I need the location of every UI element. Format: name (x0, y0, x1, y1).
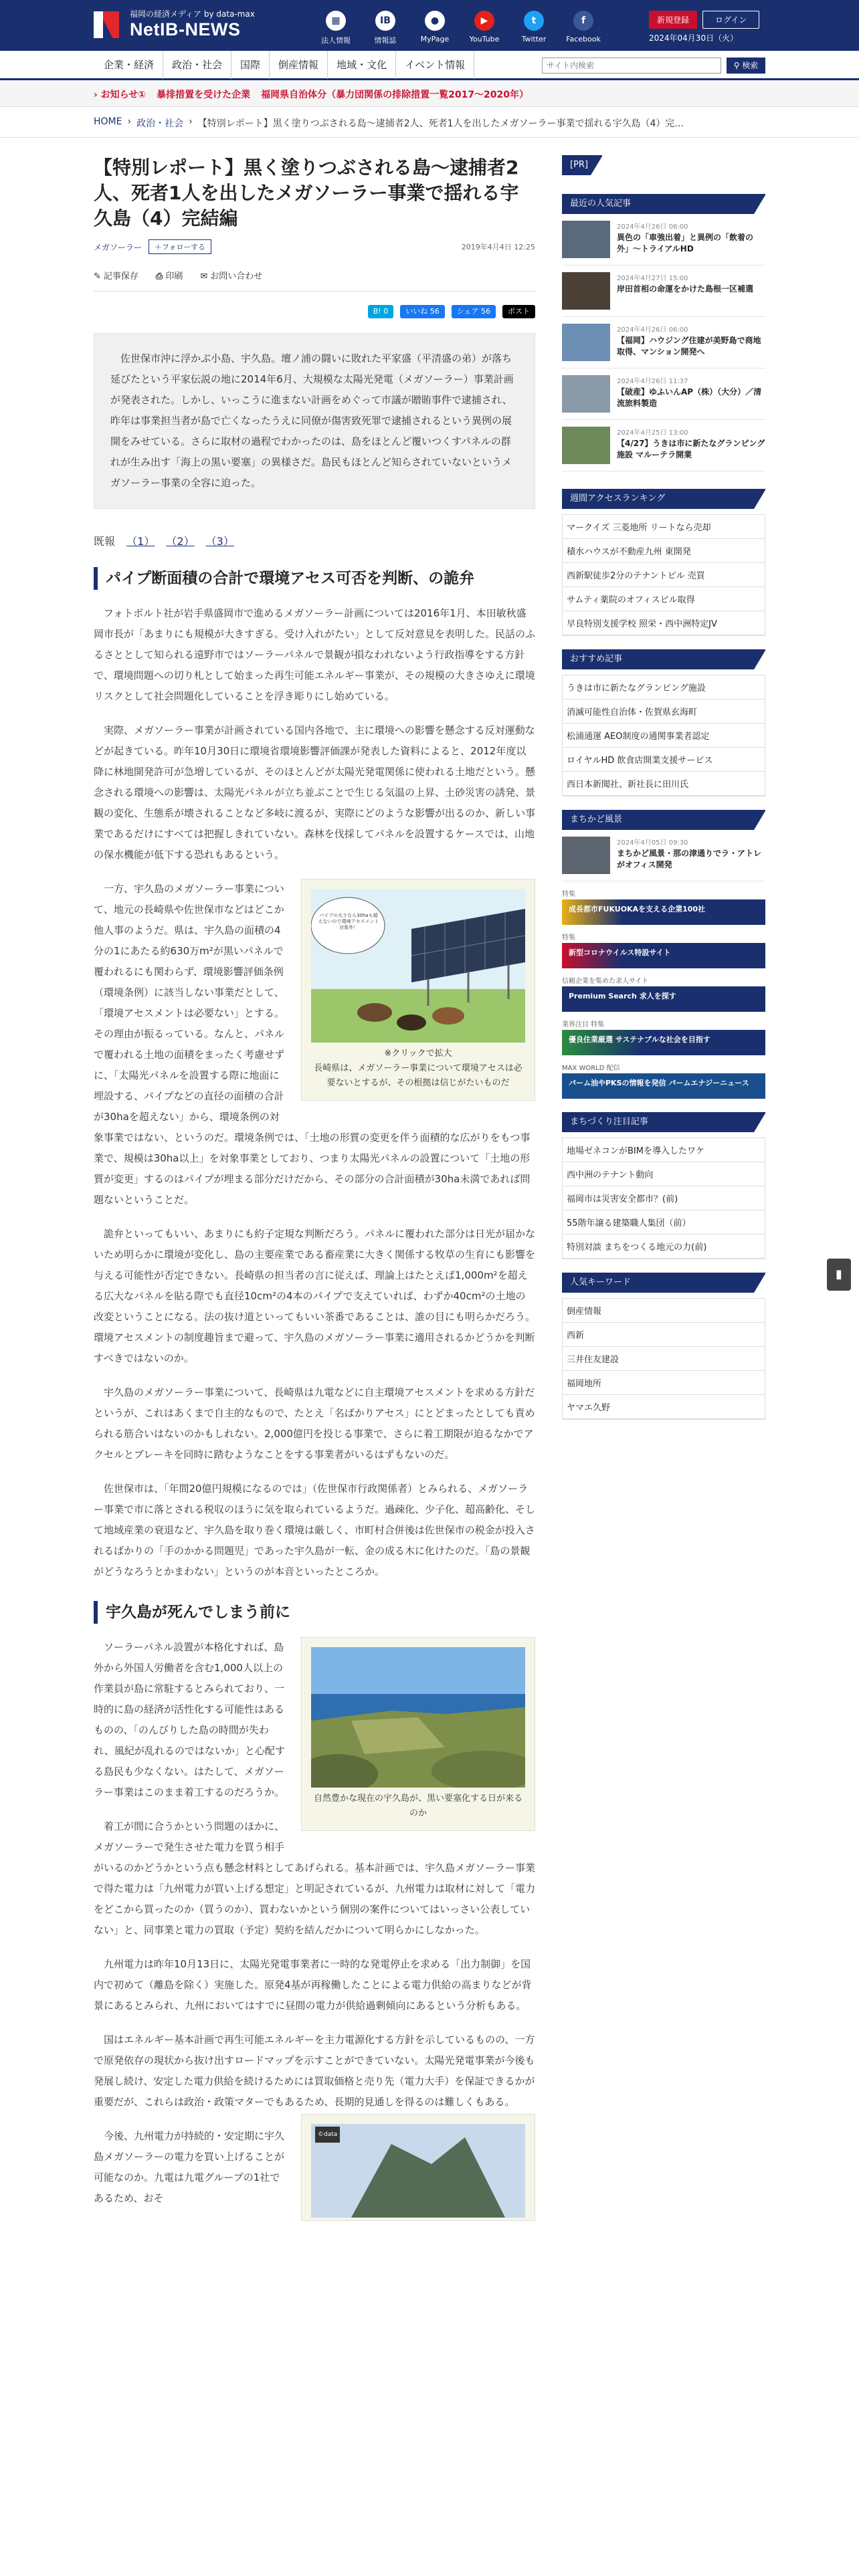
photo-credit: ©data (315, 2127, 340, 2143)
hatena-button[interactable]: B! 0 (368, 305, 393, 318)
figure-caption: 長崎県は、メガソーラー事業について環境アセスは必要ないとするが、その根拠は信じがたいものだ (314, 1063, 522, 1088)
pages-label: 既報 (94, 535, 116, 548)
ranking-item[interactable] (562, 368, 765, 420)
part-link[interactable]: （1） (126, 535, 155, 548)
paragraph: 一方、宇久島のメガソーラー事業について、地元の長崎県や佐世保市などはどこか他人事のようだ。県は、宇久島の面積の4分の1にあたる約630万m²が黒いパネルで覆われるにも関わらず、環境影響評価条例（環境条例）に該当しない事業だとして、「環境アセスメントは必要ない」とする。その理由が振るっている。なんと、パネルで覆われる土地の面積をまったく考慮せずに、「太陽光パネルを設置する際に地面に埋設する、パイプなどの直径の面積の合計が30haを超えない」から、環境条例の対象事業ではない、というのだ。環境条例では、「土地の形質の変更を伴う面積的な広がりをもつ事業で、規模は30ha以上」を対象事業としており、つまり太陽光パネルの設置について「土地の形質が変更」するのはパイプが埋まる部分だけだから、その部分の合計面積が30ha未満であれば問題ないということだ。 (94, 883, 531, 1206)
ranking-title: 【福岡】ハウジング住建が美野島で商地取得、マンション開発へ (617, 336, 761, 356)
user-icon: ● (425, 11, 445, 31)
keyword-heading: 人気キーワード (562, 1273, 765, 1293)
access-ranking-heading: 週間アクセスランキング (562, 489, 765, 509)
recommend-item[interactable]: うきは市に新たなグランピング施設 (563, 675, 765, 700)
access-item[interactable]: 早良特別支援学校 照栄・西中洲特定JV (563, 611, 765, 635)
keyword-item[interactable]: ヤマエ久野 (563, 1395, 765, 1419)
gnav-item[interactable]: イベント情報 (396, 51, 474, 79)
machizukuri-item[interactable]: 55階年譲る建築職人集団（前） (563, 1210, 765, 1235)
section-heading: パイプ断面積の合計で環境アセス可否を判断、の詭弁 (94, 567, 535, 590)
search-button-label: 検索 (742, 61, 759, 70)
previous-parts (94, 533, 535, 548)
machizukuri-item[interactable]: 地場ゼネコンがBIMを導入したワケ (563, 1138, 765, 1162)
scroll-top-button[interactable] (827, 1259, 851, 1291)
machikado-title: まちかど風景・那の津通りでラ・アトレがオフィス開発 (617, 849, 762, 869)
global-nav (0, 51, 859, 80)
banner-tag: 信頼企業を集めた求人サイト (562, 978, 649, 985)
publish-date: 2019年4月4日 12:25 (461, 243, 535, 251)
paragraph: 詭弁といってもいい、あまりにも約子定規な判断だろう。パネルに覆われた部分は日光が届かないため明らかに環境が変化し、島の主要産業である畜産業に大きく関係する牧草の生育にも影響を与える可能性が否定できない。長崎県の担当者の言に従えば、理論上はたとえば1,000m²を超える広大なパネルを貼る際でも直径10cm²の4本のパイプで支えていれば、わずか40cm²の土地の改変ということになる。法の抜け道といってもいい茶番であることは、誰の目にも明らかだろう。環境アセスメントの制度趣旨まで避って、宇久島のメガソーラー事業に適用されるかどうかを判断すべきではないのか。 (94, 1228, 536, 1364)
access-item[interactable]: サムティ薬院のオフィスビル取得 (563, 587, 765, 611)
nav-label: MyPage (420, 35, 450, 43)
banner-tag: 特集 (562, 934, 575, 942)
chevron-right-icon: › (127, 116, 132, 127)
chevron-right-icon: › (189, 116, 193, 127)
banner-sustainable[interactable]: 優良住業厳選 サステナブルな社会を目指す (562, 1030, 765, 1055)
island-photo-image (311, 1647, 525, 1788)
paragraph: 実際、メガソーラー事業が計画されている国内各地で、主に環境への影響を懸念する反対運動などが起きている。昨年10月30日に環境省環境影響評価課が発表した資料によると、2012年度以降に林地開発許可が急増しているが、そのほとんどが太陽光発電関係に使われる土地だという。懸念される環境への影響は、太陽光パネルが立ち並ぶことで生じる気温の上昇、土砂災害の誘発、景観の変化、生態系が壊されることなど多岐に渡るが、実際にどのような影響が出るのか、新しい事業であるだけにすべては把握しきれていない。森林を伐採してパネルを設置するケースでは、山地の保水機能が低下する恐れもあるという。 (94, 724, 536, 861)
article-lead (94, 333, 535, 509)
banner-corona[interactable]: 新型コロナウイルス特設サイト (562, 943, 765, 968)
page-title: 【特別レポート】黒く塗りつぶされる島〜逮捕者2人、死者1人を出したメガソーラー事業で揺れる宇久島（4）完結編 (94, 156, 519, 229)
ranking-title: 岸田首相の命運をかけた島根一区補選 (617, 284, 754, 294)
post-button[interactable]: ポスト (502, 305, 535, 318)
thumbnail (562, 427, 610, 464)
print-icon: ⎙ (155, 272, 163, 282)
lead-text: 佐世保市沖に浮かぶ小島、宇久島。壇ノ浦の闘いに敗れた平家盛（平清盛の弟）が落ち延びたという平家伝説の地に2014年6月、大規模な太陽光発電（メガソーラー）事業計画が発表された。しかし、いっこうに進まない計画をめぐって市議が贈賄事件で逮捕され、昨年は事業担当者が島で亡くなったうえに同僚が傷害致死罪で逮捕されるという異例の展開をみせている。さらに取材の過程でわかったのは、島をほとんど覆いつくすパネルの群れが生み出す「海上の黒い要塞」の異様さだ。島民もほとんど知らされていないというメガソーラー事業の全容に迫った。 (110, 352, 514, 489)
banner-premium-search[interactable]: Premium Search 求人を探す (562, 986, 765, 1012)
logo-mark-icon (94, 9, 124, 39)
ranking-item[interactable] (562, 317, 765, 368)
nav-label: 情報誌 (374, 36, 397, 45)
article (94, 151, 535, 2230)
paragraph: 佐世保市は、「年間20億円規模になるのでは」（佐世保市行政関係者）とみられる、メガソーラー事業で市に落とされる税収のほうに気を取られているようだ。過疎化、少子化、超高齢化、そして地域産業の衰退など、宇久島を取り巻く環境は厳しく、市町村合併後は佐世保市の税金が投入されるばかりの「手のかかる問題児」であった宇久島が一転、金の成る木に化けたのだ。「島の景観がどうなろうとかまわない」というのが本音といったところか。 (94, 1483, 536, 1578)
nav-youtube[interactable] (463, 11, 506, 45)
search-icon: ⚲ (733, 61, 743, 70)
notice-label (94, 88, 146, 101)
figure-illustration[interactable] (301, 879, 535, 1101)
banner-fukuoka100[interactable]: 成長都市FUKUOKAを支える企業100社 (562, 899, 765, 925)
breadcrumb-current: 【特別レポート】黒く塗りつぶされる島〜逮捕者2人、死者1人を出したメガソーラー事業で揺れる宇久島（4）完... (197, 118, 684, 129)
nav-label: Facebook (566, 35, 601, 43)
gnav-item[interactable]: 政治・社会 (163, 51, 231, 79)
ranking-date: 2024年4月26日 11:37 (617, 378, 688, 385)
search-input[interactable] (542, 58, 721, 74)
enlarge-link[interactable]: ※クリックで拡大 (384, 1049, 452, 1059)
part-link[interactable]: （3） (205, 535, 234, 548)
youtube-icon: ▶ (474, 11, 494, 31)
keyword-item[interactable]: 三井住友建設 (563, 1347, 765, 1371)
nav-label: 法人情報 (321, 36, 351, 45)
section-heading: 宇久島が死んでしまう前に (94, 1601, 535, 1624)
paragraph: フォトボルト社が岩手県盛岡市で進めるメガソーラー計画については2016年1月、本田敏秋盛岡市長が「あまりにも規模が大きすぎる。受け入れがたい」として反対意見を表明した。民話のふるさととして知られる遠野市ではソーラーパネルで景観が損なわれないよう行政指導をする方針で、環境問題への切り札として始まった再生可能エネルギー事業が、その規模の大きさゆえに環境リスクとして社会問題化していることを浮き彫りにし始めている。 (94, 607, 536, 702)
logo-name: NetIB-NEWS (130, 19, 241, 39)
access-item[interactable]: 西新駅徒歩2分のテナントビル 売買 (563, 563, 765, 587)
ranking-title: 【破産】ゆふいんAP（株）（大分）／清流旅料製造 (617, 387, 762, 408)
ranking-item[interactable] (562, 214, 765, 265)
save-article-button[interactable] (94, 269, 138, 282)
nav-corporate[interactable] (314, 11, 357, 45)
banner-tag: MAX WORLD 配信 (562, 1065, 620, 1072)
keyword-item[interactable]: 倒産情報 (563, 1299, 765, 1323)
share-buttons (94, 305, 535, 318)
notice-bar (0, 80, 859, 107)
breadcrumb-category[interactable]: 政治・社会 (136, 118, 184, 129)
machikado-item[interactable] (562, 830, 765, 881)
notice-link[interactable]: 福岡県自治体分（暴力団関係の排除措置一覧2017〜2020年） (261, 90, 529, 100)
gnav-item[interactable]: 倒産情報 (270, 51, 328, 79)
thumbnail (562, 324, 610, 361)
ranking-item[interactable] (562, 420, 765, 471)
ranking-item[interactable] (562, 265, 765, 317)
pencil-icon: ✎ (94, 272, 101, 282)
mail-icon: ✉ (200, 272, 208, 282)
nav-label: Twitter (521, 35, 547, 43)
nav-magazine[interactable] (364, 11, 407, 45)
scroll-top-icon: ▮ (836, 1267, 842, 1281)
paragraph: 着工が間に合うかという問題のほかに、メガソーラーで発生させた電力を買う相手がいるのかどうかという点も懸念材料としてあげられる。基本計画では、宇久島メガソーラー事業で得た電力は「九州電力が買い上げる想定」と明記されているが、九州電力は取材に対して「電力をどこから買ったのか（買うのか）、買わないかという個別の案件についてはいっさい公表していない」と、同事業と電力の買取（予定）契約を結んだかについて明らかにしなかった。 (94, 1820, 536, 1936)
like-button[interactable]: いいね 56 (400, 305, 445, 318)
action-label: 印刷 (165, 272, 183, 282)
gnav-item[interactable]: 地域・文化 (328, 51, 396, 79)
notice-link[interactable]: 暴排措置を受けた企業 (157, 90, 251, 100)
chevron-right-icon: › (94, 90, 101, 100)
nav-mypage[interactable] (413, 11, 456, 45)
ranking-date: 2024年4月26日 06:00 (617, 326, 688, 334)
recommend-item[interactable]: 松浦通運 AEO制度の通関事業者認定 (563, 724, 765, 748)
ranking-heading: 最近の人気記事 (562, 194, 765, 214)
sidebar (562, 151, 765, 1420)
figure-bubble-text: パイプの太さなら30haも超えないので環境アセスメント対象外！ (318, 913, 379, 930)
search-button[interactable] (727, 58, 765, 74)
gnav-item[interactable]: 国際 (231, 51, 270, 79)
ranking-date: 2024年4月25日 13:00 (617, 429, 688, 437)
nav-facebook[interactable] (562, 11, 605, 45)
part-link[interactable]: （2） (166, 535, 195, 548)
thumbnail (562, 375, 610, 413)
banner-palm-energy[interactable]: パーム油やPKSの情報を発信 パームエナジーニュース (562, 1073, 765, 1099)
follow-button[interactable]: ＋フォローする (149, 239, 211, 254)
twitter-icon: t (524, 11, 544, 31)
action-label: 記事保存 (103, 272, 138, 282)
recommend-item[interactable]: 消滅可能性自治体・佐賀県玄海町 (563, 700, 765, 724)
banner-tag: 業界注目 特集 (562, 1021, 605, 1029)
notice-label-text: お知らせ① (100, 90, 147, 100)
paragraph: 宇久島のメガソーラー事業について、長崎県は九電などに自主環境アセスメントを求める方針だというが、これはあくまで自主的なもので、たとえ「名ばかりアセス」にとどまったとしても責められる筋合いはないのかもしれない。2,000億円を投じる事業で、さらに着工期限が迫るなかでアクセルとブレーキを同時に踏むようなことをする事業者がいるはずもないのだ。 (94, 1386, 535, 1461)
access-item[interactable]: マークイズ 三菱地所 リートなら売却 (563, 515, 765, 539)
ranking-date: 2024年4月26日 06:00 (617, 223, 688, 231)
thumbnail (562, 221, 610, 258)
keyword-item[interactable]: 西新 (563, 1323, 765, 1347)
nav-twitter[interactable] (512, 11, 555, 45)
register-button[interactable]: 新規登録 (649, 11, 697, 29)
machizukuri-heading: まちづくり注目記事 (562, 1112, 765, 1132)
access-item[interactable]: 積水ハウスが不動産九州 東開発 (563, 539, 765, 563)
logo-tagline: 福岡の経済メディア by data-max (130, 9, 255, 19)
building-icon: ▦ (326, 11, 346, 31)
thumbnail (562, 272, 610, 310)
facebook-icon: f (573, 11, 593, 31)
login-button[interactable]: ログイン (702, 11, 759, 29)
ranking-date: 2024年4月27日 15:00 (617, 275, 688, 282)
paragraph: 国はエネルギー基本計画で再生可能エネルギーを主力電源化する方針を示しているものの、一方で原発依存の現状から抜け出すロードマップを示すことができていない。太陽光発電事業が今後も発展し続け、安定した電力供給を続けるためには買取価格と売り先（電力大手）を保証できるかが重要だが、これらは政治・政策マターでもあるため、長期的見通しを得るのは難しくもある。 (94, 2034, 535, 2108)
figure-photo[interactable] (301, 1637, 535, 1831)
ranking-title: 【4/27】うきは市に新たなグランピング施設 マルーテラ開業 (617, 439, 765, 459)
figure-caption: 自然豊かな現在の宇久島が、黒い要塞化する日が来るのか (313, 1794, 522, 1818)
breadcrumb (0, 107, 859, 138)
solar-illustration-image (311, 889, 525, 1043)
header-nav (314, 11, 605, 45)
machizukuri-item[interactable]: 福岡市は災害安全都市？(前) (563, 1186, 765, 1210)
recommend-item[interactable]: 西日本新聞社、新社長に田川氏 (563, 772, 765, 796)
print-button[interactable] (156, 269, 183, 282)
thumbnail (562, 837, 610, 874)
figure-photo-3[interactable] (301, 2114, 535, 2221)
breadcrumb-home[interactable]: HOME (94, 116, 122, 127)
paragraph: 九州電力は昨年10月13日に、太陽光発電事業者に一時的な発電停止を求める「出力制御」を国内で初めて（離島を除く）実施した。原発4基が再稼働したことによる電力供給の高まりなどが背景にあるとみられ、九州においてはすでに昼間の電力が供給過剰傾向にあるという分析もある。 (94, 1958, 532, 2012)
machikado-date: 2024年4月05日 09:30 (617, 839, 688, 847)
paragraph: 今後、九州電力が持続的・安定期に宇久島メガソーラーの電力を買い上げることが可能なのか。九電は九電グループの1社であるため、おそ (94, 2130, 285, 2204)
recommend-item[interactable]: ロイヤルHD 飲食店開業支援サービス (563, 748, 765, 772)
machizukuri-item[interactable]: 西中洲のテナント動向 (563, 1162, 765, 1186)
author-link[interactable]: メガソーラー (94, 242, 142, 252)
nav-label: YouTube (469, 35, 500, 43)
contact-button[interactable] (200, 269, 262, 282)
pr-label: [PR] (562, 155, 602, 175)
ranking-title: 異色の「車強出着」と異例の「飲着の外」〜トライアルHD (617, 233, 754, 253)
keyword-item[interactable]: 福岡地所 (563, 1371, 765, 1395)
gnav-item[interactable]: 企業・経済 (95, 51, 163, 79)
coast-photo-image (311, 2124, 525, 2218)
ranking-list (562, 214, 765, 471)
machizukuri-item[interactable]: 特別対談 まちをつくる地元の力(前) (563, 1235, 765, 1259)
machikado-heading: まちかど風景 (562, 810, 765, 830)
site-header (0, 0, 859, 51)
header-date: 2024年04月30日（火） (649, 33, 739, 43)
paragraph: ソーラーパネル設置が本格化すれば、島外から外国人労働者を含む1,000人以上の作業員が島に常駐するとみられており、一時的に島の経済が活性化する可能性はあるものの、「のんびりした島の時間が失われ、風紀が乱れるのではないか」と心配する島民も少なくない。はたして、メガソーラー事業はこのまま着工するのだろうか。 (94, 1641, 285, 1798)
share-button[interactable]: シェア 56 (452, 305, 496, 318)
banner-tag: 特集 (562, 891, 575, 898)
magazine-icon: IB (375, 11, 395, 31)
recommend-heading: おすすめ記事 (562, 649, 765, 669)
site-logo[interactable] (94, 8, 255, 40)
action-label: お問い合わせ (210, 272, 263, 282)
